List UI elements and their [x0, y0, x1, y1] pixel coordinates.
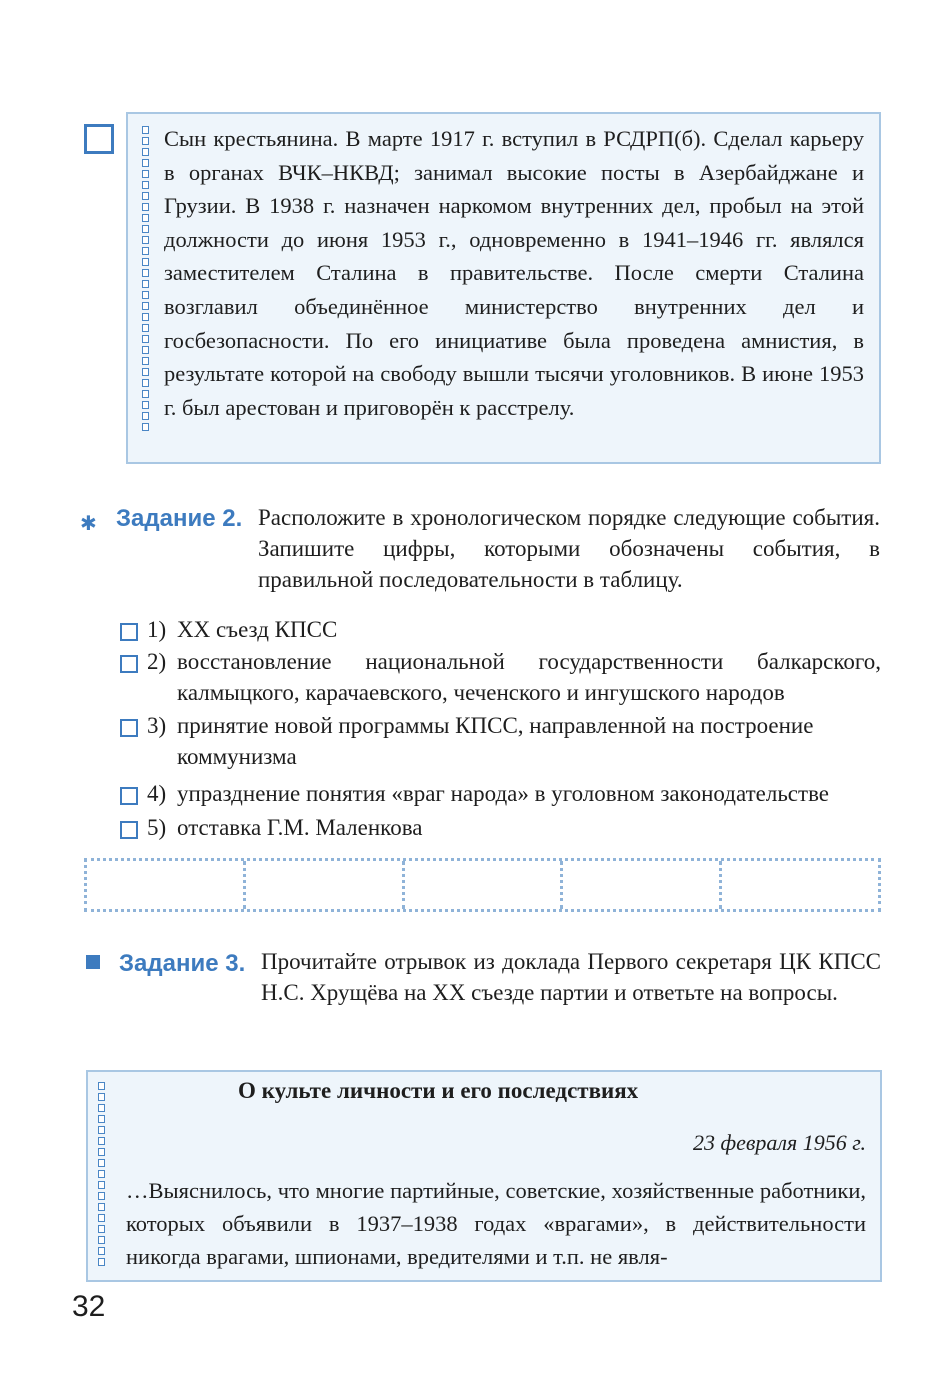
task3-text: Прочитайте отрывок из доклада Первого секретаря ЦК КПСС Н.С. Хрущёва на XX съезде партии и ответьте на вопросы.: [261, 949, 881, 1005]
event-number-4: 4): [147, 781, 167, 806]
event-number-1: 1): [147, 617, 167, 642]
answer-grid: [84, 858, 881, 912]
event-checkbox-3[interactable]: [120, 719, 138, 737]
event-number-3: 3): [147, 713, 167, 738]
document-date: 23 февраля 1956 г.: [692, 1130, 866, 1155]
asterisk-icon: ✱: [80, 511, 97, 535]
document-text: …Выяснилось, что многие партийные, советские, хозяйственные работники, которых объявили в 1937–1938 годах «врагами», в действительности никогда врагами, шпионами, вредителями и т.п. не явля-: [126, 1178, 866, 1269]
event-text-2: восстановление национальной государственности балкарского, калмыцкого, карачаевского, чеченского и ингушского народов: [177, 649, 881, 705]
event-checkbox-5[interactable]: [120, 821, 138, 839]
event-checkbox-1[interactable]: [120, 623, 138, 641]
answer-cell[interactable]: [246, 861, 405, 909]
task3-label: Задание 3.: [119, 950, 246, 977]
event-text-1: XX съезд КПСС: [177, 617, 338, 642]
answer-cell[interactable]: [87, 861, 246, 909]
chain-decoration: [140, 126, 150, 434]
answer-checkbox[interactable]: [84, 124, 114, 154]
event-number-5: 5): [147, 815, 167, 840]
event-checkbox-4[interactable]: [120, 787, 138, 805]
document-panel: [86, 1070, 882, 1282]
chain-decoration: [96, 1082, 106, 1269]
task2-label: Задание 2.: [116, 505, 243, 532]
answer-cell[interactable]: [405, 861, 564, 909]
event-text-5: отставка Г.М. Маленкова: [177, 815, 423, 840]
task2-text: Расположите в хронологическом порядке следующие события. Запишите цифры, которыми обозначены события, в правильной последовательности в таблицу.: [258, 505, 880, 592]
event-text-4: упразднение понятия «враг народа» в уголовном законодательстве: [177, 781, 829, 806]
event-text-3: принятие новой программы КПСС, направленной на построение коммунизма: [177, 713, 814, 769]
answer-cell[interactable]: [722, 861, 878, 909]
square-bullet-icon: [86, 955, 100, 969]
event-number-2: 2): [147, 649, 167, 674]
page-number: 32: [72, 1290, 106, 1323]
biography-text: Сын крестьянина. В марте 1917 г. вступил в РСДРП(б). Сделал карьеру в органах ВЧК–НКВД; занимал высокие посты в Азербайджане и Грузии. В 1938 г. назначен наркомом внутренних дел, пробыл на этой должности до июня 1953 г., одновременно в 1941–1946 гг. являлся заместителем Сталина в правительстве. После смерти Сталина возглавил объединённое министерство внутренних дел и госбезопасности. По его инициативе была проведена амнистия, в результате которой на свободу вышли тысячи уголовников. В июне 1953 г. был арестован и приговорён к расстрелу.: [164, 126, 864, 420]
event-checkbox-2[interactable]: [120, 655, 138, 673]
biography-panel: [126, 112, 881, 464]
document-title: О культе личности и его последствиях: [238, 1078, 639, 1103]
answer-cell[interactable]: [563, 861, 722, 909]
